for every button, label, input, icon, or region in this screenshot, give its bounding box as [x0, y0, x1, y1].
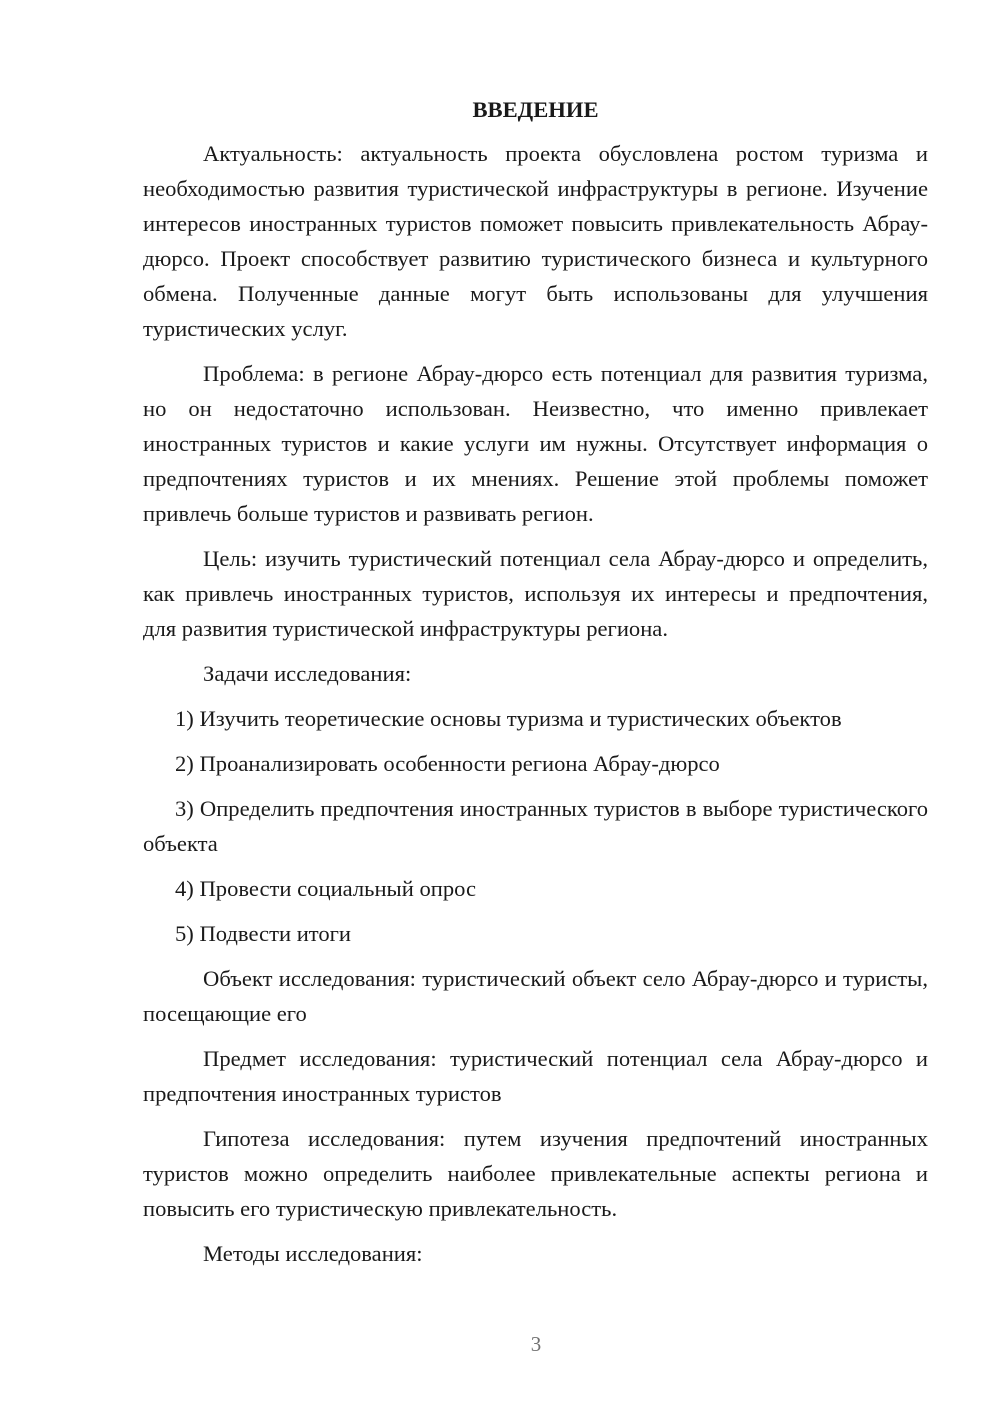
page-title: ВВЕДЕНИЕ [472, 97, 599, 122]
paragraph-problem: Проблема: в регионе Абрау-дюрсо есть потенциал для развития туризма, но он недостаточно использован. Неизвестно, что именно привлекает иностранных туристов и какие услуги им нужны. Отсутствует информация о предпочтениях туристов и их мнениях. Решение этой проблемы поможет привлечь больше туристов и развивать регион. [143, 361, 928, 526]
paragraph-object: Объект исследования: туристический объект село Абрау-дюрсо и туристы, посещающие его [143, 966, 928, 1026]
task-item-2: 2) Проанализировать особенности региона Абрау-дюрсо [175, 751, 720, 776]
document-body [143, 92, 928, 1281]
paragraph-tasks-heading: Задачи исследования: [203, 661, 412, 686]
paragraph-hypothesis: Гипотеза исследования: путем изучения предпочтений иностранных туристов можно определить наиболее привлекательные аспекты региона и повысить его туристическую привлекательность. [143, 1126, 928, 1221]
paragraph-subject: Предмет исследования: туристический потенциал села Абрау-дюрсо и предпочтения иностранных туристов [143, 1046, 928, 1106]
task-item-4: 4) Провести социальный опрос [175, 876, 477, 901]
task-item-5: 5) Подвести итоги [175, 921, 352, 946]
page-number: 3 [530, 1332, 542, 1356]
task-item-3: 3) Определить предпочтения иностранных туристов в выборе туристического объекта [143, 796, 928, 856]
paragraph-goal: Цель: изучить туристический потенциал села Абрау-дюрсо и определить, как привлечь иностранных туристов, используя их интересы и предпочтения, для развития туристической инфраструктуры региона. [143, 546, 928, 641]
paragraph-relevance: Актуальность: актуальность проекта обусловлена ростом туризма и необходимостью развития туристической инфраструктуры в регионе. Изучение интересов иностранных туристов поможет повысить привлекательность Абрау-дюрсо. Проект способствует развитию туристического бизнеса и культурного обмена. Полученные данные могут быть использованы для улучшения туристических услуг. [143, 141, 928, 341]
paragraph-methods: Методы исследования: [203, 1241, 423, 1266]
task-item-1: 1) Изучить теоретические основы туризма и туристических объектов [175, 706, 842, 731]
